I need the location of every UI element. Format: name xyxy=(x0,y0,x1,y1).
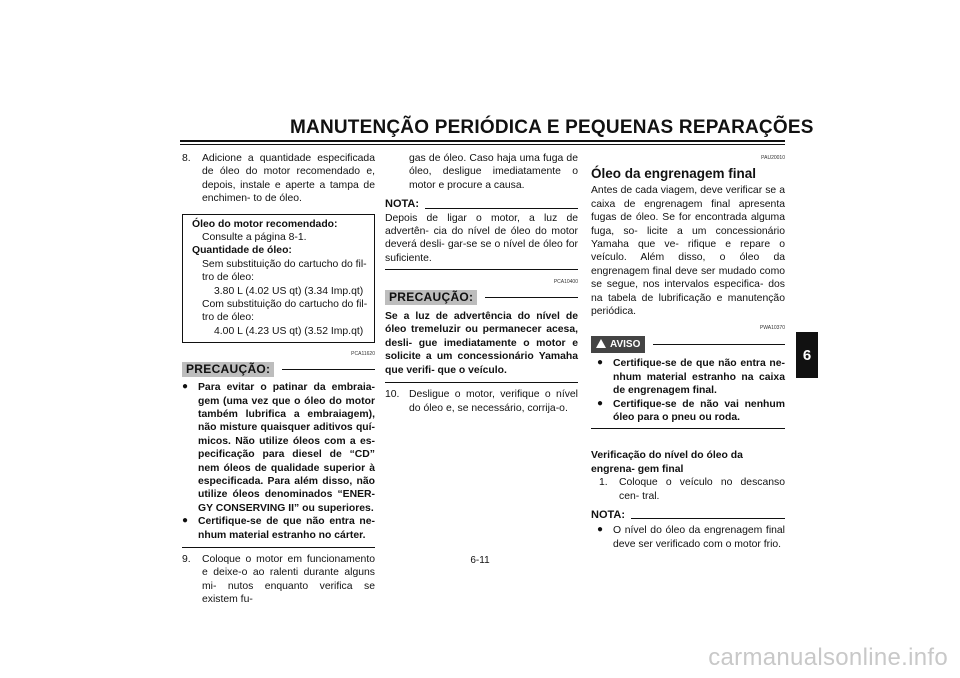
warning-badge xyxy=(591,336,645,353)
warning-code: PWA10370 xyxy=(759,325,785,332)
spec-with-filter: Com substituição do cartucho do fil- tro de óleo: xyxy=(202,299,368,324)
warning-rule xyxy=(653,344,785,345)
subsection-title: Verificação do nível do óleo da engrena- gem final xyxy=(591,450,743,475)
caution-code: PCA11620 xyxy=(351,351,375,358)
note-text: Depois de ligar o motor, a luz de advertên- cia do nível de óleo do motor deverá desli- gar-se se o nível de óleo for suficiente. xyxy=(385,212,578,264)
warning-item-text: Certifique-se de que não entra ne- nhum material estranho na caixa de engrenagem final. xyxy=(613,358,785,397)
spec-value-with-filter: 4.00 L (4.23 US qt) (3.52 Imp.qt) xyxy=(214,325,364,337)
column-3 xyxy=(591,152,785,551)
caution-item-text: Certifique-se de que não entra ne- nhum material estranho no cárter. xyxy=(198,516,375,541)
bullet-icon: ● xyxy=(182,515,189,527)
step-10-number: 10. xyxy=(385,389,400,401)
step-10-text: Desligue o motor, verifique o nível do óleo e, se necessário, corrija-o. xyxy=(409,389,578,414)
caution-item xyxy=(182,515,375,542)
warning-header xyxy=(591,336,785,353)
warning-item xyxy=(591,357,785,397)
note-item xyxy=(591,524,785,551)
caution-label: PRECAUÇÃO: xyxy=(385,290,477,305)
warning-item xyxy=(591,398,785,425)
spec-without-filter: Sem substituição do cartucho do fil- tro de óleo: xyxy=(202,258,367,284)
step-8-number: 8. xyxy=(182,153,191,164)
step-1-number: 1. xyxy=(599,477,608,489)
bullet-icon: ● xyxy=(597,397,604,409)
caution-header xyxy=(385,290,578,305)
note-rule xyxy=(631,518,785,519)
step-9-continuation: gas de óleo. Caso haja uma fuga de óleo, desligue imediatamente o motor e procure a causa. xyxy=(409,153,578,191)
page-title: MANUTENÇÃO PERIÓDICA E PEQUENAS REPARAÇÕES xyxy=(290,117,814,138)
header-rule-thin xyxy=(180,144,785,145)
warning-end-rule xyxy=(591,428,785,429)
spec-label-recommended-oil: Óleo do motor recomendado: xyxy=(192,218,338,230)
step-1 xyxy=(599,476,785,503)
watermark: carmanualsonline.info xyxy=(708,644,948,671)
step-8-text: Adicione a quantidade especificada de óleo do motor recomendado e, depois, instale e aperte a tampa de enchimen- to de óleo. xyxy=(202,153,375,205)
header-rule xyxy=(180,140,785,142)
spec-value-recommended-oil: Consulte a página 8-1. xyxy=(202,232,307,244)
caution-end-rule xyxy=(182,547,375,548)
caution-end-rule xyxy=(385,382,578,383)
spec-label-oil-quantity: Quantidade de óleo: xyxy=(192,245,292,257)
column-1 xyxy=(182,152,375,607)
note-header xyxy=(385,198,578,211)
section-code: PAU20010 xyxy=(761,155,785,161)
warning-item-text: Certifique-se de não vai nenhum óleo para o pneu ou roda. xyxy=(613,398,785,423)
section-intro: Antes de cada viagem, deve verificar se a caixa de engrenagem final apresenta fugas de óleo. Se for encontrada alguma fuga, so- licite a um concessionário Yamaha que ve- rifique e repare o veículo. Além disso, o óleo da engrenagem final deve ser mudado como se segue, nos intervalos especifica- dos na tabela de lubrificação e manutenção periódica. xyxy=(591,185,785,318)
caution-text: Se a luz de advertência do nível de óleo tremeluzir ou permanecer acesa, desli- gue imediatamente o motor e solicite a um concessionário Yamaha que verifi- que o veículo. xyxy=(385,311,578,376)
bullet-icon: ● xyxy=(182,381,189,393)
warning-label: AVISO xyxy=(610,338,641,350)
note-label: NOTA: xyxy=(385,198,420,211)
spec-box xyxy=(182,214,375,344)
caution-code: PCA10400 xyxy=(553,279,578,286)
note-header xyxy=(591,509,785,522)
step-8 xyxy=(182,152,375,206)
page-number: 6-11 xyxy=(470,555,490,566)
spec-value-without-filter: 3.80 L (4.02 US qt) (3.34 Imp.qt) xyxy=(214,285,364,297)
note-rule xyxy=(425,208,578,209)
step-9-text: Coloque o motor em funcionamento e deixe-o ao ralenti durante alguns mi- nutos enquanto verifica se existem fu- xyxy=(202,553,375,606)
warning-triangle-icon xyxy=(596,339,606,348)
step-1-text: Coloque o veículo no descanso cen- tral. xyxy=(619,477,785,502)
bullet-icon: ● xyxy=(597,524,604,536)
column-2 xyxy=(385,152,578,415)
caution-rule xyxy=(485,297,578,298)
caution-item xyxy=(182,381,375,515)
bullet-icon: ● xyxy=(597,357,604,369)
caution-item-text: Para evitar o patinar da embraia- gem (uma vez que o óleo do motor também lubrifica a embraiagem), não misture quaisquer aditivos quí- micos. Não utilize óleos com a es- pecificação para diesel de “CD” nem óleos de qualidade superior à especificada. Para além disso, não utilize óleos denominados “ENER- GY CONSERVING II” ou superiores. xyxy=(198,382,375,514)
note-end-rule xyxy=(385,269,578,270)
chapter-tab: 6 xyxy=(796,332,818,378)
step-10 xyxy=(385,388,578,415)
caution-rule xyxy=(282,369,375,370)
step-9-number: 9. xyxy=(182,553,191,565)
section-title: Óleo da engrenagem final xyxy=(591,166,757,182)
note-item-text: O nível do óleo da engrenagem final deve ser verificado com o motor frio. xyxy=(613,525,785,550)
caution-header xyxy=(182,362,375,377)
caution-label: PRECAUÇÃO: xyxy=(182,362,274,377)
note-label: NOTA: xyxy=(591,508,626,521)
